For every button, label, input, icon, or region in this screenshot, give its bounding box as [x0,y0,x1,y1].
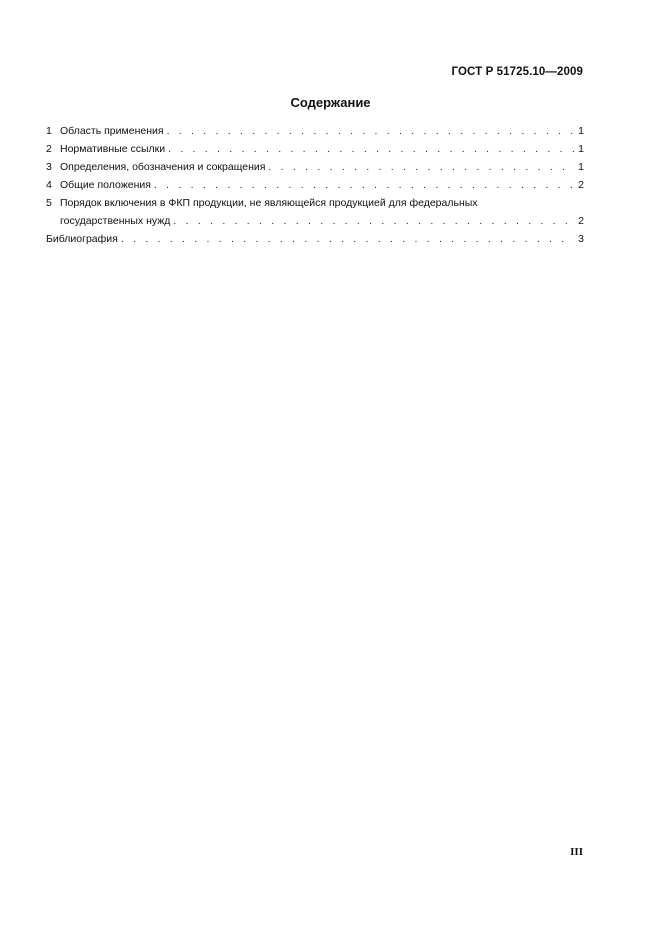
toc-entry-4[interactable] [46,176,584,194]
toc-entry-page: 3 [578,233,584,245]
toc-entry-number: 3 [46,161,52,173]
toc-entry-number: 4 [46,179,52,191]
toc-entry-bibliography[interactable] [46,230,584,248]
toc-entry-page: 1 [578,143,584,155]
toc-entry-number: 1 [46,125,52,137]
toc-entry-page: 1 [578,125,584,137]
toc-entry-2[interactable] [46,140,584,158]
toc-leader-dots [121,230,574,248]
toc-entry-5[interactable] [46,194,584,230]
toc-entry-title: Общие положения [60,179,151,191]
toc-entry-number: 5 [46,197,52,209]
toc-entry-title-line2: государственных нужд [60,215,171,227]
toc-entry-title: Нормативные ссылки [60,143,166,155]
toc-title: Содержание [290,95,371,110]
page-number: III [570,846,583,858]
toc-entry-page: 1 [578,161,584,173]
toc-entry-title: Библиография [46,233,118,245]
toc-leader-dots [168,140,574,158]
toc-entry-title: Область применения [60,125,164,137]
toc-leader-dots [173,212,574,230]
toc-entry-3[interactable] [46,158,584,176]
toc-entry-number: 2 [46,143,52,155]
table-of-contents [46,122,584,248]
toc-entry-title-line1: Порядок включения в ФКП продукции, не являющейся продукцией для федеральных [60,197,478,209]
standard-code: ГОСТ Р 51725.10—2009 [451,66,583,78]
toc-leader-dots [268,158,574,176]
toc-entry-page: 2 [578,215,584,227]
toc-entry-1[interactable] [46,122,584,140]
toc-leader-dots [167,122,574,140]
toc-entry-page: 2 [578,179,584,191]
toc-entry-title: Определения, обозначения и сокращения [60,161,266,173]
toc-leader-dots [154,176,574,194]
